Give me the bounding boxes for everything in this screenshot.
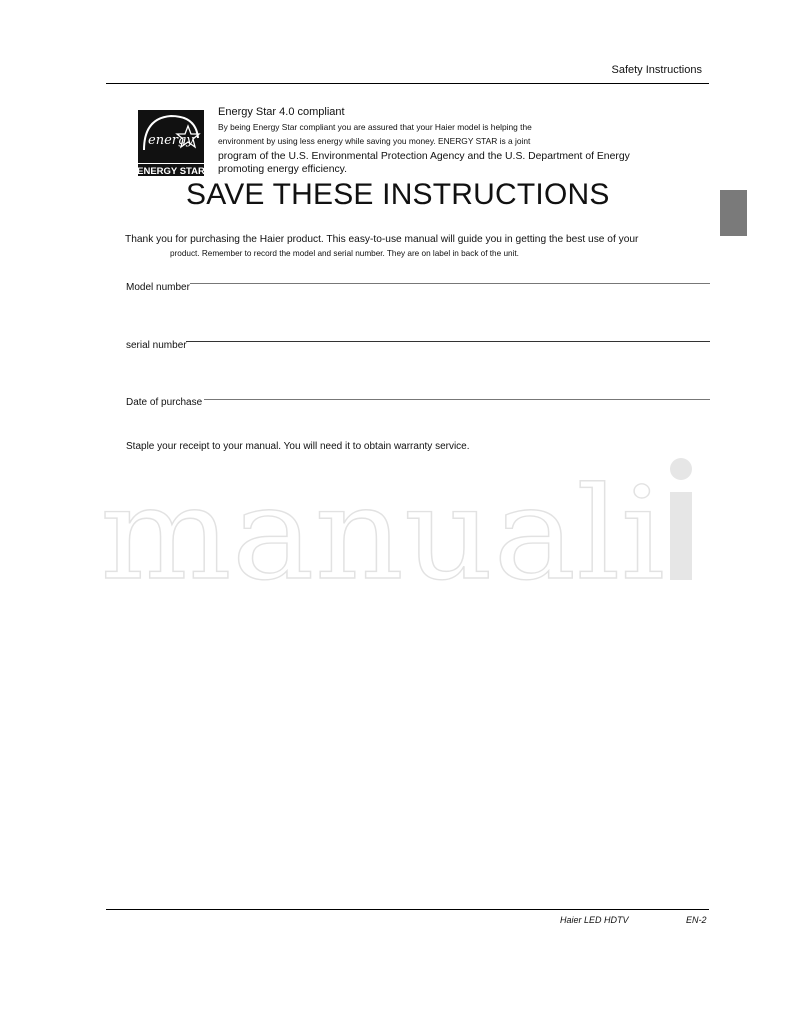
energy-star-wordmark: ENERGY STAR bbox=[138, 166, 204, 176]
header-rule bbox=[106, 83, 709, 84]
energy-star-text-line2: environment by using less energy while saving you money. ENERGY STAR is a joint bbox=[218, 136, 531, 146]
date-of-purchase-label: Date of purchase bbox=[126, 397, 203, 408]
date-of-purchase-line bbox=[204, 399, 710, 400]
section-tab-marker bbox=[720, 190, 747, 236]
model-number-line bbox=[190, 283, 710, 284]
serial-number-line bbox=[186, 341, 710, 342]
energy-star-text-line1: By being Energy Star compliant you are assured that your Haier model is helping the bbox=[218, 122, 532, 132]
staple-receipt-note: Staple your receipt to your manual. You will need it to obtain warranty service. bbox=[126, 441, 470, 452]
energy-star-script: energy bbox=[148, 133, 194, 148]
energy-star-title: Energy Star 4.0 compliant bbox=[218, 106, 345, 118]
page-heading: SAVE THESE INSTRUCTIONS bbox=[186, 178, 610, 211]
footer-page-number: EN-2 bbox=[686, 915, 707, 925]
intro-text-line1: Thank you for purchasing the Haier product. This easy-to-use manual will guide you in getting the best use of your bbox=[125, 234, 639, 245]
serial-number-label: serial number bbox=[126, 340, 187, 351]
energy-star-text-line3: program of the U.S. Environmental Protection Agency and the U.S. Department of Energy bbox=[218, 151, 630, 162]
energy-star-text-line4: promoting energy efficiency. bbox=[218, 164, 347, 175]
intro-text-line2: product. Remember to record the model and serial number. They are on label in back of the unit. bbox=[170, 249, 519, 258]
footer-rule bbox=[106, 909, 709, 910]
manuali-watermark bbox=[100, 452, 700, 592]
section-title: Safety Instructions bbox=[611, 64, 702, 76]
energy-star-logo bbox=[138, 110, 204, 176]
watermark-text: manuali bbox=[100, 460, 665, 592]
model-number-label: Model number bbox=[126, 282, 190, 293]
footer-model-name: Haier LED HDTV bbox=[560, 915, 629, 925]
